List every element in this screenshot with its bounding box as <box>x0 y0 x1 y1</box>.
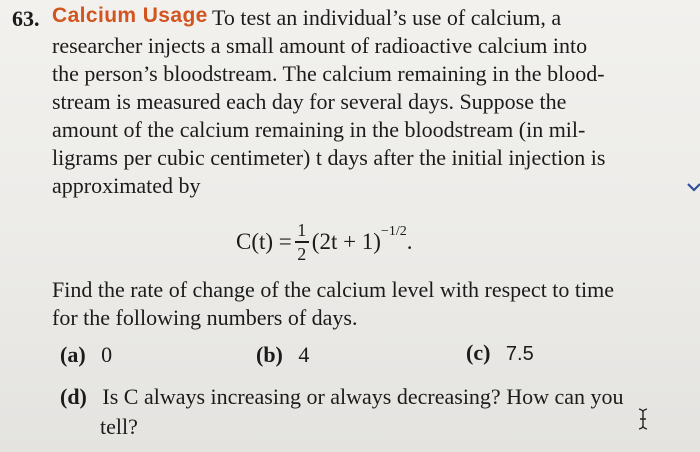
question-text-line: Find the rate of change of the calcium level with respect to time <box>52 277 615 302</box>
formula-body: (2t + 1) <box>311 229 381 254</box>
part-d-label: (d) <box>60 384 87 409</box>
calcium-formula <box>236 214 413 270</box>
part-c-label: (c) <box>466 340 491 365</box>
problem-text-line: researcher injects a small amount of radioactive calcium into <box>52 33 588 58</box>
problem-text-line: stream is measured each day for several days. Suppose the <box>52 89 567 114</box>
formula-end: . <box>406 229 413 254</box>
problem-text-line: the person’s bloodstream. The calcium remaining in the blood- <box>52 61 605 86</box>
formula-exponent: −1/2 <box>380 224 407 239</box>
part-a-value: 0 <box>101 342 113 367</box>
formula-fraction <box>295 221 309 263</box>
part-a <box>60 342 112 368</box>
text-cursor-icon <box>637 408 649 430</box>
problem-title: Calcium Usage <box>52 4 208 27</box>
problem-text-line: To test an individual’s use of calcium, a <box>212 5 562 30</box>
formula-lhs: C(t) = <box>236 229 292 254</box>
problem-number: 63. <box>12 6 40 31</box>
chevron-edge-icon <box>686 180 700 200</box>
part-c-value: 7.5 <box>505 343 534 365</box>
part-d <box>60 384 624 410</box>
problem-text-line: approximated by <box>52 173 201 198</box>
problem-text-line: amount of the calcium remaining in the bloodstream (in mil- <box>52 117 586 142</box>
part-d-text: Is C always increasing or always decreasing? How can you <box>102 384 624 409</box>
question-text-line: for the following numbers of days. <box>52 305 358 330</box>
part-b-label: (b) <box>256 342 283 367</box>
fraction-numerator: 1 <box>297 220 307 241</box>
part-b <box>256 342 309 368</box>
part-d-continuation: tell? <box>100 414 138 439</box>
part-b-value: 4 <box>298 342 310 367</box>
fraction-denominator: 2 <box>297 243 307 264</box>
part-a-label: (a) <box>60 342 86 367</box>
problem-text-line: ligrams per cubic centimeter) t days after the initial injection is <box>52 145 606 170</box>
part-c <box>466 340 534 366</box>
